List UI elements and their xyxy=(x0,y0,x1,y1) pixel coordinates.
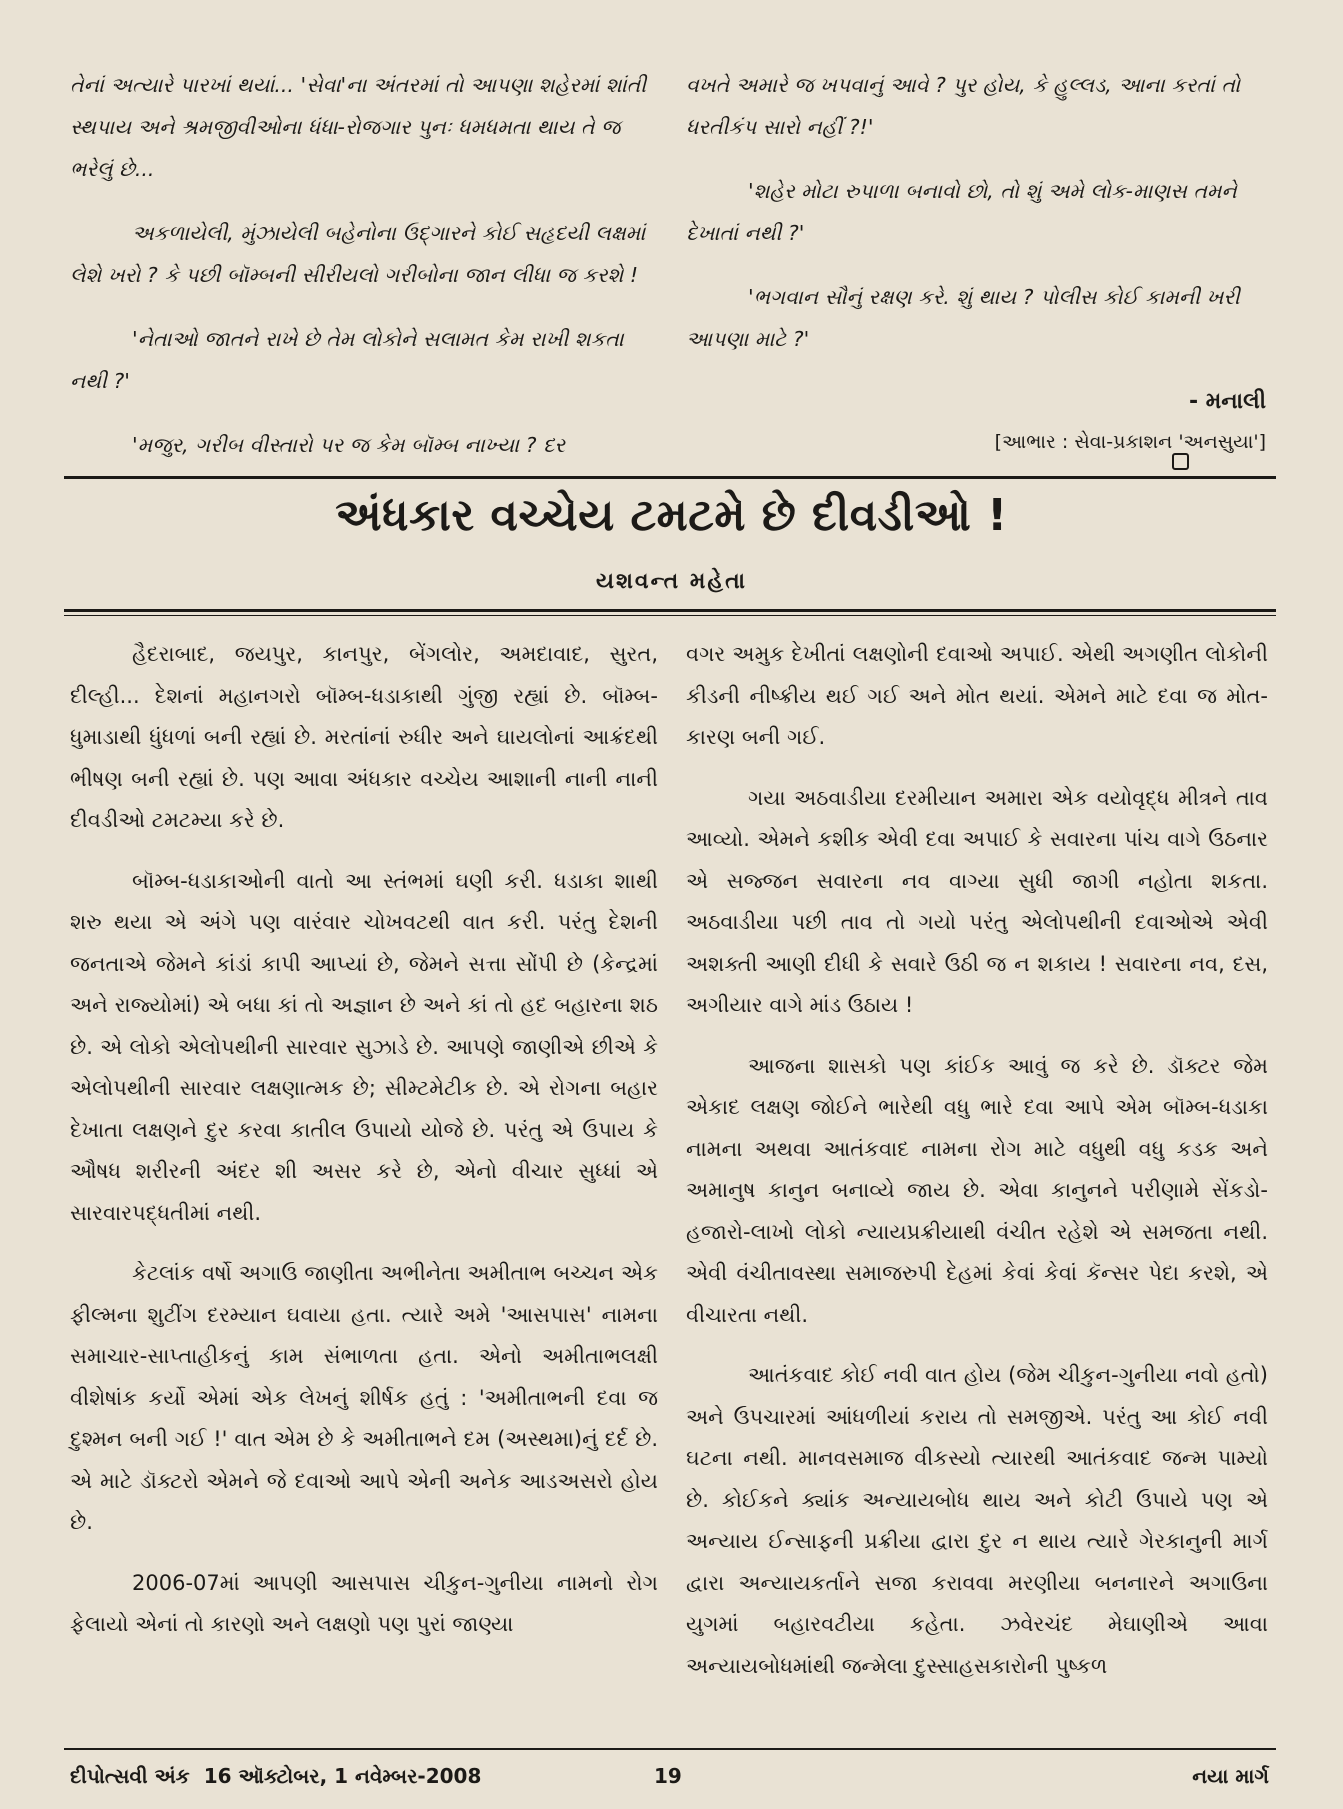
article-title: અંધકાર વચ્ચેય ટમટમે છે દીવડીઓ ! xyxy=(335,490,1008,541)
paragraph: વગર અમુક દેખીતાં લક્ષણોની દવાઓ અપાઈ. એથી અગણીત લોકોની કીડની નીષ્ક્રીય થઈ ગઈ અને મોત થયાં. એમને માટે દવા જ મોત-કારણ બની ગઈ. xyxy=(686,642,1268,749)
footer-rule xyxy=(64,1748,1276,1750)
article-author: યશવન્ત મહેતા xyxy=(595,569,748,594)
paragraph: આતંકવાદ કોઈ નવી વાત હોય (જેમ ચીકુન-ગુનીયા નવો હતો) અને ઉપચારમાં આંધળીયાં કરાય તો સમજીએ. પરંતુ આ કોઈ નવી ઘટના નથી. માનવસમાજ વીકસ્યો ત્યારથી આતંકવાદ જન્મ પામ્યો છે. કોઈકને ક્યાંક અન્યાયબોધ થાય અને કોટી ઉપાયે પણ એ અન્યાય ઈન્સાફની પ્રક્રીયા દ્વારા દુર ન થાય ત્યારે ગેરકાનુની માર્ગ દ્વારા અન્યાયકર્તાને સજા કરાવવા મરણીયા બનનારને અગાઉના યુગમાં બહારવટીયા કહેતા. ઝવેરચંદ મેઘાણીએ આવા અન્યાયબોધમાંથી જન્મેલા દુસ્સાહસકારોની પુષ્કળ xyxy=(686,1363,1268,1678)
previous-article-left-column xyxy=(70,64,655,466)
paragraph: 2006-07માં આપણી આસપાસ ચીકુન-ગુનીયા નામનો રોગ ફેલાયો એનાં તો કારણો અને લક્ષણો પણ પુરાં જાણ્યા xyxy=(70,1570,658,1636)
paragraph: અકળાયેલી, મુંઝાયેલી બહેનોના ઉદ્‌ગારને કોઈ સહૃદયી લક્ષમાં લેશે ખરો ? કે પછી બૉમ્બની સીરીયલો ગરીબોના જાન લીધા જ કરશે ! xyxy=(70,221,646,287)
header-rule-bottom xyxy=(64,609,1276,612)
article-left-column xyxy=(70,634,658,1665)
author-signature: - મનાલી xyxy=(1188,389,1266,414)
paragraph: 'મજુર, ગરીબ વીસ્તારો પર જ કેમ બૉમ્બ નાખ્યા ? દર xyxy=(132,433,566,457)
paragraph: બૉમ્બ-ધડાકાઓની વાતો આ સ્તંભમાં ઘણી કરી. ધડાકા શાથી શરુ થયા એ અંગે પણ વારંવાર ચોખવટથી વાત કરી. પરંતુ દેશની જનતાએ જેમને કાંડાં કાપી આપ્યાં છે, જેમને સત્તા સોંપી છે (કેન્દ્રમાં અને રાજ્યોમાં) એ બધા કાં તો અજ્ઞાન છે અને કાં તો હદ બહારના શઠ છે. એ લોકો એલોપથીની સારવાર સુઝાડે છે. આપણે જાણીએ છીએ કે એલોપથીની સારવાર લક્ષણાત્મક છે; સીમ્ટમેટીક છે. એ રોગના બહાર દેખાતા લક્ષણને દુર કરવા કાતીલ ઉપાયો યોજે છે. પરંતુ એ ઉપાય કે ઔષધ શરીરની અંદર શી અસર કરે છે, એનો વીચાર સુધ્ધાં એ સારવારપદ્ધતીમાં નથી. xyxy=(70,868,658,1225)
header-rule-top xyxy=(64,476,1276,479)
paragraph: 'નેતાઓ જાતને રાખે છે તેમ લોકોને સલામત કેમ રાખી શકતા નથી ?' xyxy=(70,327,624,393)
previous-article-right-column xyxy=(686,64,1266,462)
paragraph: 'ભગવાન સૌનું રક્ષણ કરે. શું થાય ? પોલીસ કોઈ કામની ખરી આપણા માટે ?' xyxy=(686,285,1240,351)
footer-issue: દીપોત્સવી અંક 16 ઑક્ટોબર, 1 નવેમ્બર-2008 xyxy=(70,1764,482,1788)
end-mark-icon xyxy=(1172,453,1189,470)
paragraph: આજના શાસકો પણ કાંઈક આવું જ કરે છે. ડૉક્ટર જેમ એકાદ લક્ષણ જોઈને ભારેથી વધુ ભારે દવા આપે એમ બૉમ્બ-ધડાકા નામના અથવા આતંકવાદ નામના રોગ માટે વધુથી વધુ કડક અને અમાનુષ કાનુન બનાવ્યે જાય છે. એવા કાનુનને પરીણામે સેંકડો-હજારો-લાખો લોકો ન્યાયપ્રક્રીયાથી વંચીત રહેશે એ સમજતા નથી. એવી વંચીતાવસ્થા સમાજરુપી દેહમાં કેવાં કેવાં કૅન્સર પેદા કરશે, એ વીચારતા નથી. xyxy=(686,1053,1268,1327)
paragraph: હૈદરાબાદ, જયપુર, કાનપુર, બેંગલોર, અમદાવાદ, સુરત, દીલ્હી... દેશનાં મહાનગરો બૉમ્બ-ધડાકાથી ગુંજી રહ્યાં છે. બૉમ્બ-ધુમાડાથી ધુંધળાં બની રહ્યાં છે. મરતાંનાં રુધીર અને ઘાયલોનાં આક્રંદથી ભીષણ બની રહ્યાં છે. પણ આવા અંધકાર વચ્ચેય આશાની નાની નાની દીવડીઓ ટમટમ્યા કરે છે. xyxy=(70,642,658,832)
paragraph: તેનાં અત્યારે પારખાં થયાં... 'સેવા'ના અંતરમાં તો આપણા શહેરમાં શાંતી સ્થપાય અને શ્રમજીવીઓના ધંધા-રોજગાર પુનઃ ધમધમતા થાય તે જ ભરેલું છે... xyxy=(70,73,647,181)
credit-line: [આભાર : સેવા-પ્રકાશન 'અનસુયા'] xyxy=(994,431,1266,453)
paragraph: ગયા અઠવાડીયા દરમીયાન અમારા એક વયોવૃદ્ધ મીત્રને તાવ આવ્યો. એમને કશીક એવી દવા અપાઈ કે સવારના પાંચ વાગે ઉઠનાર એ સજ્જન સવારના નવ વાગ્યા સુધી જાગી નહોતા શકતા. અઠવાડીયા પછી તાવ તો ગયો પરંતુ એલોપથીની દવાઓએ એવી અશક્તી આણી દીધી કે સવારે ઉઠી જ ન શકાય ! સવારના નવ, દસ, અગીયાર વાગે માંડ ઉઠાય ! xyxy=(686,785,1268,1017)
paragraph: કેટલાંક વર્ષો અગાઉ જાણીતા અભીનેતા અમીતાભ બચ્ચન એક ફીલ્મના શુટીંગ દરમ્યાન ઘવાયા હતા. ત્યારે અમે 'આસપાસ' નામના સમાચાર-સાપ્તાહીકનું કામ સંભાળતા હતા. એનો અમીતાભલક્ષી વીશેષાંક કર્યો એમાં એક લેખનું શીર્ષક હતું : 'અમીતાભની દવા જ દુશ્મન બની ગઈ !' વાત એમ છે કે અમીતાભને દમ (અસ્થમા)નું દર્દ છે. એ માટે ડૉક્ટરો એમને જે દવાઓ આપે એની અનેક આડઅસરો હોય છે. xyxy=(70,1261,658,1534)
header-rule-bottom-thin xyxy=(64,615,1276,616)
paragraph: 'શહેર મોટા રુપાળા બનાવો છો, તો શું અમે લોક-માણસ તમને દેખાતાં નથી ?' xyxy=(686,179,1237,245)
article-right-column xyxy=(686,634,1268,1706)
magazine-name: નયા માર્ગ xyxy=(1192,1764,1269,1788)
paragraph: વખતે અમારે જ ખપવાનું આવે ? પુર હોય, કે હુલ્લડ, આના કરતાં તો ધરતીકંપ સારો નહીં ?!' xyxy=(686,73,1241,139)
page-number: 19 xyxy=(654,1764,682,1788)
